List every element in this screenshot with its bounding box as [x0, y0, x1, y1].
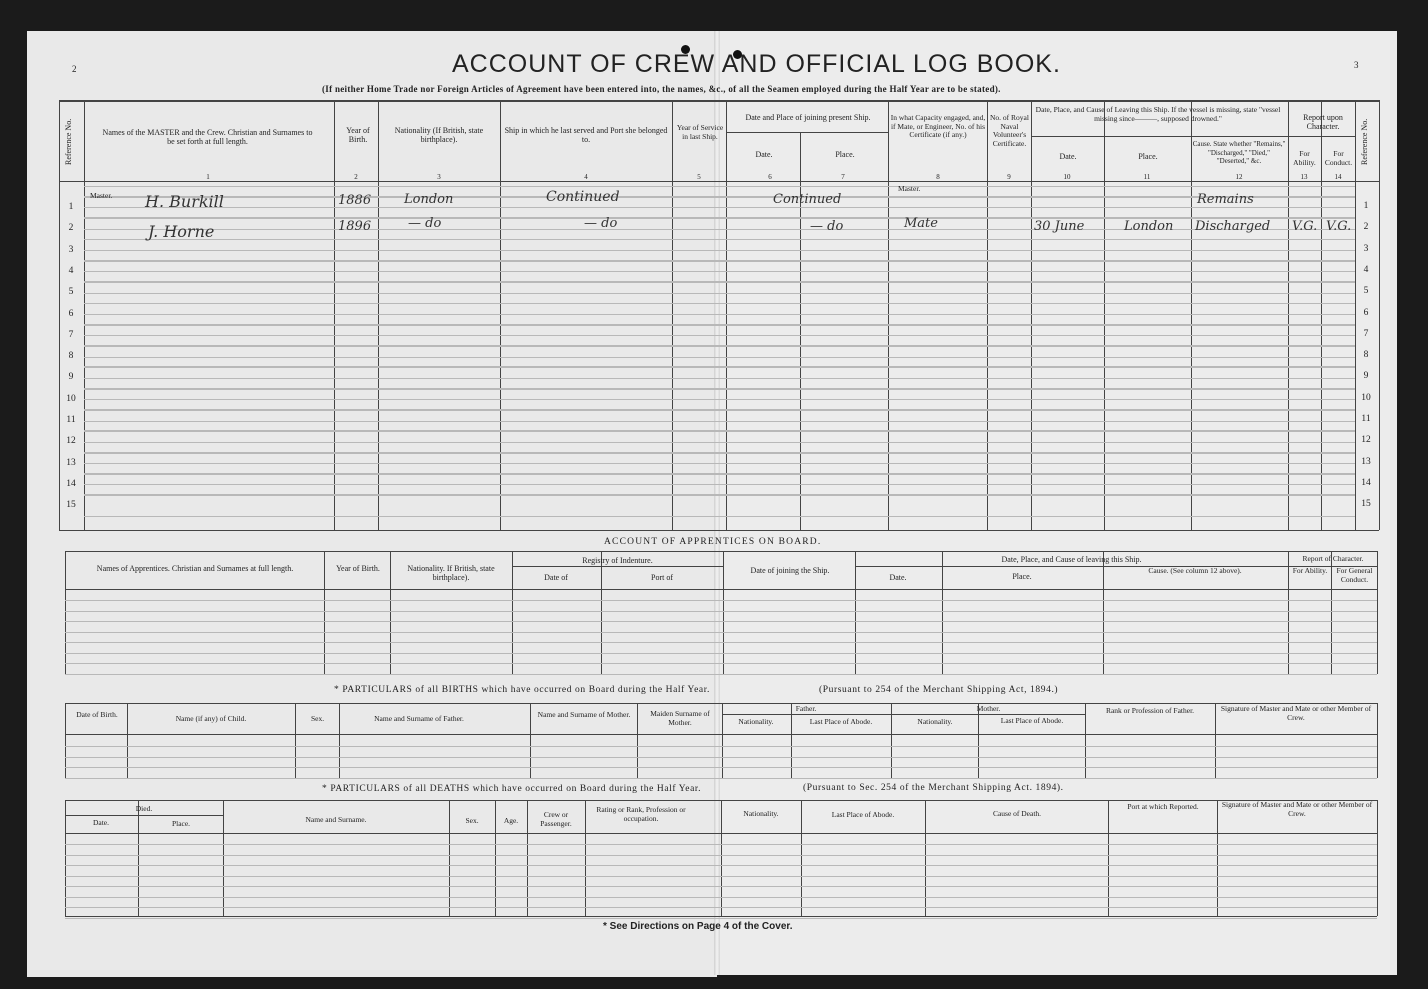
column-number: 5: [697, 173, 701, 181]
crew-header-year: Year of Birth.: [346, 126, 370, 144]
crew-entry-2-capacity: Mate: [904, 216, 938, 231]
crew-header-report: Report upon Character.: [1303, 113, 1343, 131]
column-rule: [65, 551, 66, 674]
birth-header-mother-nat: Nationality.: [917, 717, 953, 726]
column-rule: [1377, 703, 1378, 778]
crew-row-rule: [84, 516, 1355, 517]
crew-entry-2-joining: — do: [810, 219, 844, 234]
ledger-line: [84, 442, 1355, 443]
app-header-ability: For Ability.: [1292, 566, 1328, 575]
ledger-line: [65, 653, 1377, 654]
crew-entry-2-conduct: V.G.: [1326, 219, 1352, 234]
deaths-act: (Pursuant to Sec. 254 of the Merchant Shipping Act. 1894).: [803, 783, 1064, 793]
ledger-line: [84, 484, 1355, 485]
ledger-line: [65, 611, 1377, 612]
row-number-right: 12: [1361, 435, 1371, 445]
crew-table-bottom-rule: [59, 530, 1379, 531]
row-number-left: 11: [66, 415, 76, 425]
row-number-right: 11: [1361, 414, 1371, 424]
column-number: 9: [1007, 173, 1011, 181]
crew-entry-2-leave-date: 30 June: [1034, 219, 1085, 234]
column-rule: [942, 551, 943, 674]
column-rule: [987, 100, 988, 530]
row-number-right: 10: [1361, 393, 1371, 403]
row-number-left: 4: [68, 266, 74, 276]
death-header-place: Place.: [171, 819, 191, 828]
row-number-left: 15: [66, 500, 76, 510]
ledger-line: [65, 855, 1377, 856]
ledger-line: [65, 674, 1377, 675]
births-top-rule: [65, 703, 1377, 704]
death-header-age: Age.: [503, 816, 519, 825]
ledger-line: [84, 495, 1355, 496]
crew-entry-1-nationality: London: [404, 192, 454, 207]
crew-entry-2-name: J. Horne: [148, 222, 215, 241]
death-header-signature: Signature of Master and Mate or other Member of Crew.: [1221, 800, 1373, 818]
births-title: * PARTICULARS of all BIRTHS which have occurred on Board during the Half Year.: [334, 685, 710, 695]
crew-header-ref-right: Reference No.: [1360, 118, 1369, 166]
death-died-divider: [65, 815, 223, 816]
crew-entry-2-nationality: — do: [408, 216, 442, 231]
row-number-left: 14: [66, 479, 76, 489]
death-header-sex: Sex.: [465, 816, 479, 825]
crew-header-ability: For Ability.: [1293, 149, 1316, 167]
ledger-line: [65, 642, 1377, 643]
left-page: [27, 31, 717, 977]
row-number-left: 13: [66, 458, 76, 468]
crew-entry-2-year: 1896: [338, 219, 372, 234]
column-rule: [601, 551, 602, 674]
ledger-line: [84, 250, 1355, 251]
crew-entry-1-cause: Remains: [1197, 192, 1254, 207]
crew-header-nationality: Nationality (If British, state birthplace).: [394, 126, 484, 144]
column-number: 4: [584, 173, 588, 181]
column-rule: [672, 100, 673, 530]
deaths-title: * PARTICULARS of all DEATHS which have occurred on Board during the Half Year.: [322, 784, 702, 794]
column-rule: [390, 551, 391, 674]
birth-header-father: Father.: [795, 704, 817, 713]
birth-header-rank: Rank or Profession of Father.: [1105, 706, 1195, 715]
ledger-line: [84, 261, 1355, 262]
ledger-line: [84, 389, 1355, 390]
row-number-right: 4: [1363, 265, 1369, 275]
column-rule: [1377, 800, 1378, 916]
ledger-line: [65, 746, 1377, 747]
page-number-right: 3: [1354, 60, 1359, 70]
crew-header-conduct: For Conduct.: [1324, 149, 1353, 167]
app-header-leaving: Date, Place, and Cause of leaving this Ship.: [1001, 555, 1142, 564]
crew-header-rule: [59, 181, 1379, 182]
column-number: 8: [936, 173, 940, 181]
birth-header-signature: Signature of Master and Mate or other Member of Crew.: [1220, 704, 1372, 722]
column-rule: [500, 100, 501, 530]
row-number-right: 7: [1363, 329, 1369, 339]
ledger-line: [84, 314, 1355, 315]
column-rule: [138, 800, 139, 916]
apprentices-header-rule: [65, 589, 1377, 590]
crew-entry-1-ship: Continued: [546, 189, 620, 205]
column-number: 3: [437, 173, 441, 181]
row-number-right: 13: [1361, 457, 1371, 467]
column-number: 7: [841, 173, 845, 181]
ledger-line: [65, 778, 1377, 779]
ledger-line: [84, 378, 1355, 379]
page-subtitle: (If neither Home Trade nor Foreign Articles of Agreement have been entered into, the names, &c., of all the Seamen employed during the Half Year are to be stated).: [322, 84, 1001, 94]
crew-entry-2-leave-place: London: [1124, 219, 1174, 234]
registry-divider: [512, 566, 723, 567]
row-number-right: 1: [1363, 201, 1369, 211]
ledger-line: [65, 632, 1377, 633]
crew-header-leaving-place: Place.: [1138, 152, 1158, 161]
column-rule: [888, 100, 889, 530]
ledger-line: [84, 271, 1355, 272]
crew-header-capacity: In what Capacity engaged, and, if Mate, or Engineer, No. of his Certificate (if any.): [890, 113, 986, 139]
ledger-line: [84, 357, 1355, 358]
birth-header-mother: Mother.: [976, 704, 1001, 713]
birth-header-father-abode: Last Place of Abode.: [809, 717, 873, 726]
ledger-line: [84, 410, 1355, 411]
column-rule: [378, 100, 379, 530]
row-number-right: 5: [1363, 286, 1369, 296]
birth-header-mother-abode: Last Place of Abode.: [1000, 716, 1064, 725]
crew-header-names: Names of the MASTER and the Crew. Christian and Surnames to be set forth at full length.: [102, 128, 313, 146]
ledger-line: [84, 303, 1355, 304]
crew-header-joining-date: Date.: [755, 150, 773, 159]
ledger-line: [84, 239, 1355, 240]
row-number-left: 8: [68, 351, 74, 361]
column-number: 11: [1143, 173, 1151, 181]
column-number: 14: [1334, 173, 1342, 181]
crew-header-ref: Reference No.: [64, 118, 73, 166]
column-rule: [59, 100, 60, 530]
row-number-right: 9: [1363, 371, 1369, 381]
row-number-left: 6: [68, 309, 74, 319]
app-header-place: Place.: [1012, 572, 1032, 581]
crew-header-joining-place: Place.: [835, 150, 855, 159]
row-number-right: 8: [1363, 350, 1369, 360]
app-header-cause: Cause. (See column 12 above).: [1148, 566, 1242, 575]
death-header-name: Name and Surname.: [305, 815, 367, 824]
row-number-left: 3: [68, 245, 74, 255]
report-subheader-rule: [1288, 136, 1355, 137]
ledger-line: [65, 663, 1377, 664]
births-header-rule: [65, 734, 1377, 735]
death-header-port: Port at which Reported.: [1127, 802, 1199, 811]
ledger-line: [84, 453, 1355, 454]
crew-header-naval: No. of Royal Naval Volunteer's Certificate.: [990, 113, 1029, 148]
ledger-line: [65, 876, 1377, 877]
row-number-right: 14: [1361, 478, 1371, 488]
app-header-registry-date: Date of: [544, 573, 568, 582]
crew-header-joining: Date and Place of joining present Ship.: [745, 113, 871, 122]
crew-header-cause: Cause. State whether "Remains," "Discharged," "Died," "Deserted," &c.: [1192, 140, 1286, 165]
crew-entry-1-name: H. Burkill: [145, 192, 224, 211]
birth-header-sex: Sex.: [310, 714, 325, 723]
column-rule: [334, 100, 335, 530]
row-number-left: 9: [68, 372, 74, 382]
birth-parent-divider: [722, 714, 1085, 715]
ledger-line: [84, 325, 1355, 326]
ledger-line: [84, 207, 1355, 208]
column-rule: [1377, 551, 1378, 674]
ledger-line: [84, 293, 1355, 294]
app-header-conduct: For General Conduct.: [1336, 566, 1373, 584]
app-header-joining: Date of joining the Ship.: [750, 566, 830, 575]
ledger-line: [84, 346, 1355, 347]
app-header-year: Year of Birth.: [336, 564, 380, 573]
apprentices-top-rule: [65, 551, 1377, 552]
ledger-line: [84, 474, 1355, 475]
row-number-right: 15: [1361, 499, 1371, 509]
birth-header-date: Date of Birth.: [76, 710, 118, 719]
page-number-left: 2: [72, 64, 77, 74]
column-rule: [855, 551, 856, 674]
ledger-line: [65, 844, 1377, 845]
footer-note: * See Directions on Page 4 of the Cover.: [603, 921, 793, 932]
crew-header-ship: Ship in which he last served and Port she belonged to.: [504, 126, 668, 144]
birth-header-child: Name (if any) of Child.: [175, 714, 247, 723]
crew-entry-2-ship: — do: [584, 216, 618, 231]
row-number-left: 12: [66, 436, 76, 446]
ledger-line: [65, 886, 1377, 887]
column-number: 12: [1235, 173, 1243, 181]
row-number-left: 2: [68, 223, 74, 233]
row-number-left: 5: [68, 287, 74, 297]
column-number: 1: [206, 173, 210, 181]
column-number: 10: [1063, 173, 1071, 181]
ledger-line: [84, 282, 1355, 283]
app-header-names: Names of Apprentices. Christian and Surnames at full length.: [96, 564, 294, 573]
row-number-right: 3: [1363, 244, 1369, 254]
ledger-line: [65, 757, 1377, 758]
app-header-nationality: Nationality. If British, state birthplace).: [407, 564, 495, 582]
app-header-date: Date.: [889, 573, 907, 582]
leaving-subheader-rule: [1031, 136, 1288, 137]
app-header-report: Report of Character.: [1302, 554, 1364, 563]
birth-header-father-nat: Nationality.: [738, 717, 774, 726]
column-rule: [1108, 800, 1109, 916]
crew-header-leaving-date: Date.: [1059, 152, 1077, 161]
crew-header-service: Year of Service in last Ship.: [676, 123, 724, 141]
column-rule: [1031, 100, 1032, 530]
ledger-line: [65, 767, 1377, 768]
crew-entry-1-joining: Continued: [773, 192, 842, 207]
row-number-right: 2: [1363, 222, 1369, 232]
ledger-line: [84, 421, 1355, 422]
ledger-line: [84, 463, 1355, 464]
capacity-master-label: Master.: [898, 184, 921, 193]
column-rule: [65, 800, 66, 916]
death-header-date: Date.: [92, 818, 110, 827]
ledger-line: [65, 600, 1377, 601]
row-number-left: 1: [68, 202, 74, 212]
birth-header-mother-name: Name and Surname of Mother.: [537, 710, 631, 719]
death-header-crew: Crew or Passenger.: [540, 810, 572, 828]
master-label: Master.: [90, 191, 113, 200]
column-rule: [324, 551, 325, 674]
joining-subheader-rule: [726, 132, 888, 133]
ledger-line: [84, 197, 1355, 198]
birth-header-maiden: Maiden Surname of Mother.: [650, 709, 710, 727]
row-number-left: 7: [68, 330, 74, 340]
page-title: ACCOUNT OF CREW AND OFFICIAL LOG BOOK.: [452, 50, 1061, 78]
column-number: 2: [354, 173, 358, 181]
column-rule: [84, 100, 85, 530]
ledger-line: [65, 897, 1377, 898]
crew-table-top-rule: [59, 100, 1379, 102]
crew-entry-2-ability: V.G.: [1292, 219, 1318, 234]
app-header-registry: Registry of Indenture.: [582, 556, 653, 565]
column-rule: [726, 100, 727, 530]
ledger-line: [84, 186, 1355, 187]
death-header-nationality: Nationality.: [743, 809, 779, 818]
ledger-line: [84, 399, 1355, 400]
ledger-line: [84, 431, 1355, 432]
ledger-line: [65, 621, 1377, 622]
ledger-line: [84, 367, 1355, 368]
column-rule: [1379, 100, 1380, 530]
death-header-died: Died.: [135, 804, 153, 813]
death-header-abode: Last Place of Abode.: [831, 810, 895, 819]
row-number-left: 10: [66, 394, 76, 404]
crew-entry-2-cause: Discharged: [1195, 219, 1271, 234]
ledger-line: [65, 865, 1377, 866]
crew-entry-1-year: 1886: [338, 193, 372, 208]
ledger-line: [65, 907, 1377, 908]
ledger-line: [65, 918, 1377, 919]
column-rule: [512, 551, 513, 674]
births-act: (Pursuant to 254 of the Merchant Shipping Act, 1894.): [819, 685, 1059, 695]
column-rule: [723, 551, 724, 674]
app-header-registry-port: Port of: [651, 573, 673, 582]
death-header-rating: Rating or Rank, Profession or occupation.: [596, 805, 686, 823]
column-number: 6: [768, 173, 772, 181]
ledger-line: [84, 335, 1355, 336]
apprentices-title: ACCOUNT OF APPRENTICES ON BOARD.: [604, 537, 822, 547]
death-header-cause: Cause of Death.: [992, 809, 1042, 818]
row-number-right: 6: [1363, 308, 1369, 318]
birth-header-father-name: Name and Surname of Father.: [374, 714, 464, 723]
column-number: 13: [1300, 173, 1308, 181]
crew-header-leaving: Date, Place, and Cause of Leaving this Ship. If the vessel is missing, state "vessel missing since———, supposed drowned.": [1035, 105, 1281, 123]
